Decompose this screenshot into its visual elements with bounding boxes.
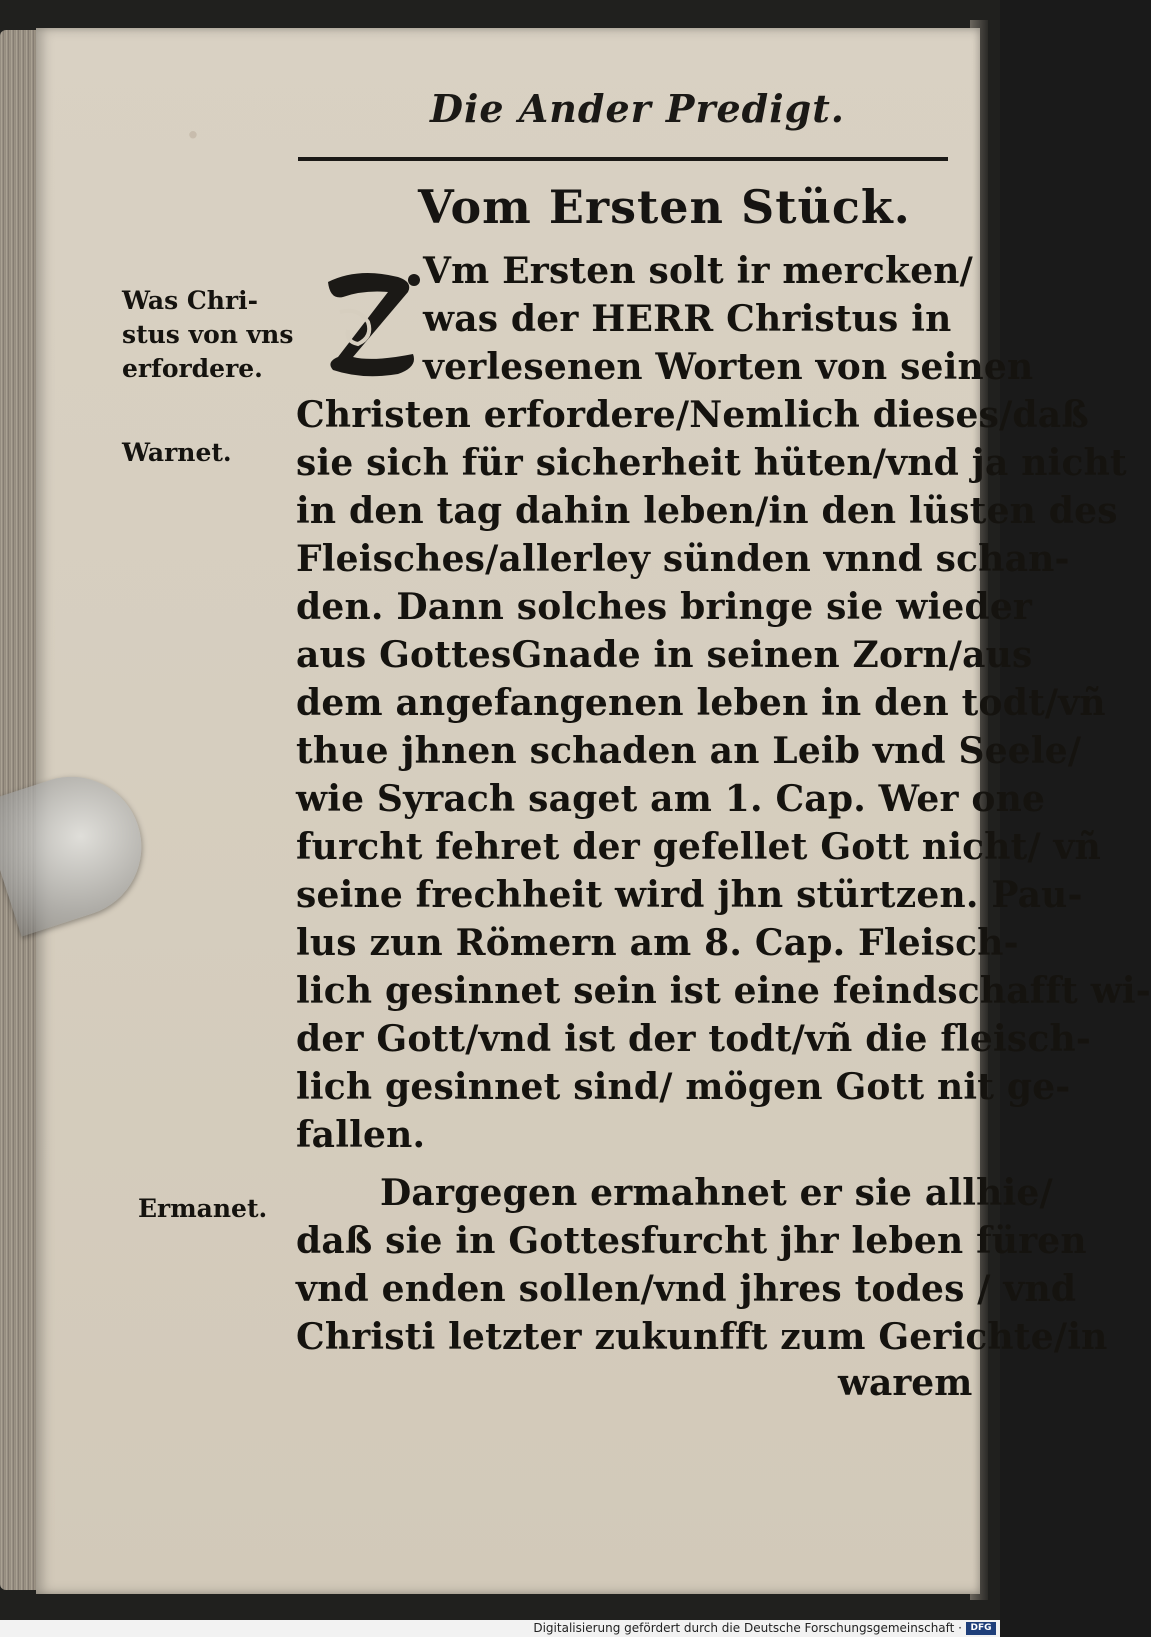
catchword: warem: [838, 1362, 973, 1404]
body-line: lich gesinnet sind/ mögen Gott nit ge-: [296, 1066, 1071, 1108]
footer-credit: Digitalisierung gefördert durch die Deutsche Forschungsgemeinschaft ·: [533, 1621, 962, 1635]
body-line: Fleisches/allerley sünden vnnd schan-: [296, 538, 1070, 580]
body-line: Christen erfordere/Nemlich dieses/daß: [296, 394, 1089, 436]
body-line: daß sie in Gottesfurcht jhr leben füren: [296, 1220, 1087, 1262]
body-line: wie Syrach saget am 1. Cap. Wer one: [296, 778, 1046, 820]
body-line: der Gott/vnd ist der todt/vñ die fleisch-: [296, 1018, 1091, 1060]
body-line: was der HERR Christus in: [423, 298, 952, 340]
body-line: sie sich für sicherheit hüten/vnd ja nicht: [296, 442, 1127, 484]
body-line: aus GottesGnade in seinen Zorn/aus: [296, 634, 1033, 676]
margin-note: erfordere.: [122, 354, 263, 383]
dfg-logo: DFG: [966, 1622, 996, 1635]
running-head: Die Ander Predigt.: [430, 86, 846, 131]
body-line: Christi letzter zukunfft zum Gerichte/in: [296, 1316, 1108, 1358]
margin-note: Ermanet.: [138, 1194, 268, 1223]
body-line: in den tag dahin leben/in den lüsten des: [296, 490, 1118, 532]
initial-ornament: [318, 262, 428, 382]
body-line: Dargegen ermahnet er sie allhie/: [380, 1172, 1053, 1214]
body-line: dem angefangenen leben in den todt/vñ: [296, 682, 1106, 724]
body-line: den. Dann solches bringe sie wieder: [296, 586, 1033, 628]
body-line: lus zun Römern am 8. Cap. Fleisch-: [296, 922, 1019, 964]
body-line: verlesenen Worten von seinen: [423, 346, 1034, 388]
body-line: thue jhnen schaden an Leib vnd Seele/: [296, 730, 1082, 772]
body-line: fallen.: [296, 1114, 426, 1156]
margin-note: Warnet.: [122, 438, 232, 467]
bleed-through-mark: ·: [186, 112, 200, 159]
section-title: Vom Ersten Stück.: [418, 180, 911, 234]
body-line: seine frechheit wird jhn stürtzen. Pau-: [296, 874, 1083, 916]
margin-note: stus von vns: [122, 320, 294, 349]
body-line: vnd enden sollen/vnd jhres todes / vnd: [296, 1268, 1077, 1310]
body-line: lich gesinnet sein ist eine feindschafft wi-: [296, 970, 1151, 1012]
body-line: Vm Ersten solt ir mercken/: [423, 250, 974, 292]
margin-note: Was Chri-: [122, 286, 258, 315]
header-rule: [298, 157, 948, 161]
body-line: furcht fehret der gefellet Gott nicht/ vñ: [296, 826, 1102, 868]
